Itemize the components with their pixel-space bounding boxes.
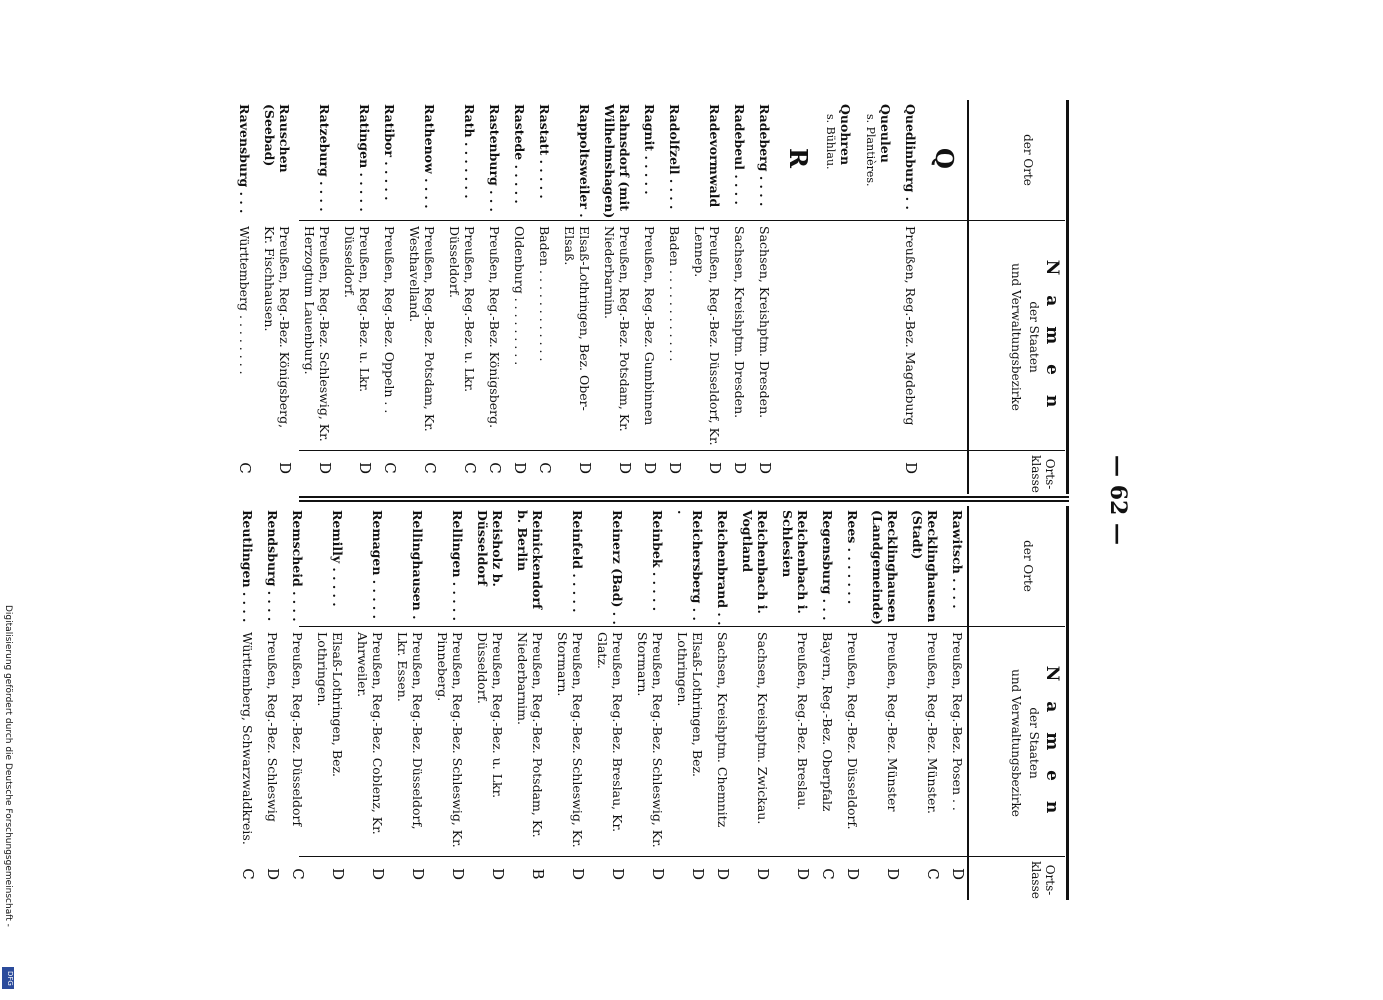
table-row xyxy=(870,506,900,900)
table-row xyxy=(732,100,747,494)
staat-cell: Elsaß-Lothringen, Bez. Lothringen. xyxy=(315,632,345,778)
ort-cell: Ravensburg . . . xyxy=(237,104,252,214)
staat-cell: Sachsen, Kreishptm. Zwickau. xyxy=(755,632,770,825)
klasse-cell: C xyxy=(486,462,504,474)
table-row xyxy=(265,506,280,900)
klasse-cell: C xyxy=(236,462,254,474)
klasse-cell: C xyxy=(461,462,479,474)
staat-cell: Preußen, Reg.-Bez. Königsberg, Kr. Fischhausen. xyxy=(262,226,292,429)
ort-cell: Reichersberg . . . xyxy=(675,510,705,621)
table-row xyxy=(555,506,585,900)
header-namen-sub2: und Verwaltungsbezirke xyxy=(1009,263,1023,411)
staat-cell: Württemberg . . . . . . . . xyxy=(237,226,252,375)
header-namen-sub1: der Staaten xyxy=(1027,301,1041,373)
right-table xyxy=(239,506,1069,900)
staat-cell: Sachsen, Kreishptm. Chemnitz xyxy=(715,632,730,828)
klasse-cell: B xyxy=(529,868,547,880)
klasse-cell: D xyxy=(576,461,594,475)
ort-cell: Rathenow . . . . xyxy=(422,104,437,209)
table-row xyxy=(845,506,860,900)
ort-cell: Radolfzell . . . . xyxy=(667,104,682,210)
table-row xyxy=(407,100,437,494)
ort-cell: Regensburg . . . xyxy=(820,510,835,621)
ort-name: Quohren xyxy=(838,104,853,166)
klasse-cell: D xyxy=(731,461,749,475)
klasse-cell: C xyxy=(239,868,257,880)
table-row xyxy=(382,100,397,494)
klasse-cell: C xyxy=(924,868,942,880)
staat-cell: Preußen, Reg.-Bez. Düsseldorf xyxy=(290,632,305,827)
section-letter-q: Q xyxy=(930,148,959,169)
staat-cell: Preußen, Reg.-Bez. Münster xyxy=(885,632,900,812)
klasse-cell: D xyxy=(616,461,634,475)
ort-cell: Rastenburg . . . xyxy=(487,104,502,212)
ort-cell: Rellinghausen . xyxy=(410,510,425,620)
table-row xyxy=(302,100,332,494)
ort-cell: Reichenbrand . . xyxy=(715,510,730,626)
digitization-note-text: Digitalisierung gefördert durch die Deutsche Forschungsgemeinschaft - xyxy=(3,605,13,927)
ort-cell: Reinerz (Bad) . . xyxy=(610,510,625,625)
staat-cell: Bayern, Reg.-Bez. Oberpfalz xyxy=(820,632,835,812)
klasse-cell: D xyxy=(449,867,467,881)
table-header xyxy=(967,506,1065,900)
ort-cell: Reinickendorf b. Berlin xyxy=(515,510,545,610)
header-orte: der Orte xyxy=(1021,540,1035,592)
header-namen-title: N a m e n xyxy=(1042,259,1062,415)
ort-cell: Rastede . . . . . xyxy=(512,104,527,204)
header-klasse: Orts-klasse xyxy=(1029,861,1057,899)
table-row xyxy=(262,100,292,494)
ort-cell: Ragnit . . . . . xyxy=(642,104,657,195)
klasse-cell: D xyxy=(264,867,282,881)
staat-cell: Preußen, Reg.-Bez. Coblenz, Kr. Ahrweiler. xyxy=(355,632,385,835)
klasse-cell: D xyxy=(706,461,724,475)
ort-cell: Ratingen . . . . . xyxy=(357,104,372,212)
left-table xyxy=(236,100,1069,494)
ort-cell: Rellingen . . . . . xyxy=(450,510,465,621)
klasse-cell: C xyxy=(421,462,439,474)
ort-cell: Remagen . . . . . xyxy=(370,510,385,619)
table-row xyxy=(447,100,477,494)
table-row xyxy=(487,100,502,494)
staat-cell xyxy=(863,220,893,446)
header-namen-sub2: und Verwaltungsbezirke xyxy=(1009,669,1023,817)
ort-cell: Rawitsch . . . . xyxy=(950,510,965,609)
klasse-cell: D xyxy=(609,867,627,881)
header-namen xyxy=(1007,224,1061,450)
header-klasse: Orts-klasse xyxy=(1029,455,1057,493)
staat-cell: Preußen, Reg.-Bez. Schleswig, Kr. Stormarn. xyxy=(635,632,665,848)
staat-cell: Baden . . . . . . . . . . . . xyxy=(667,226,682,362)
klasse-cell: D xyxy=(756,461,774,475)
ort-reference: s. Plantières. xyxy=(864,114,877,187)
staat-cell: Preußen, Reg.-Bez. Münster. xyxy=(925,632,940,815)
ort-cell: Ratibor . . . . . xyxy=(382,104,397,201)
staat-cell: Württemberg, Schwarzwaldkreis. xyxy=(240,632,255,845)
klasse-cell: D xyxy=(316,461,334,475)
klasse-cell: D xyxy=(949,867,967,881)
left-r-rows xyxy=(237,100,772,494)
table-row xyxy=(780,506,810,900)
ort-cell: Reinfeld . . . . . xyxy=(570,510,585,613)
ort-cell: Reisholz b. Düsseldorf xyxy=(475,510,505,587)
klasse-cell: D xyxy=(409,867,427,881)
right-body xyxy=(230,506,965,900)
staat-cell: Preußen, Reg.-Bez. Oppeln . . xyxy=(382,226,397,414)
ort-cell: Rappoltsweiler . xyxy=(577,104,592,218)
ort-cell: Reichenbach i. Schlesien xyxy=(780,510,810,614)
klasse-cell: D xyxy=(884,867,902,881)
table-row xyxy=(950,506,965,900)
table-row xyxy=(595,506,625,900)
top-rule xyxy=(1066,506,1069,900)
table-row xyxy=(315,506,345,900)
ort-cell: Radevormwald xyxy=(707,104,722,208)
klasse-cell: D xyxy=(794,867,812,881)
table-row xyxy=(355,506,385,900)
table-row xyxy=(715,506,730,900)
header-namen-sub1: der Staaten xyxy=(1027,707,1041,779)
section-letter-r: R xyxy=(784,148,813,168)
ort-cell: Rahnsdorf (mit Wilhelmshagen) xyxy=(602,104,632,219)
table-row xyxy=(635,506,665,900)
header-orte: der Orte xyxy=(1021,134,1035,186)
table-row xyxy=(667,100,682,494)
digitization-note xyxy=(2,606,14,990)
page-number: — 62 — xyxy=(1105,455,1131,545)
klasse-cell: C xyxy=(536,462,554,474)
staat-cell: Preußen, Reg.-Bez. Düsseldorf, Kr. Lennep. xyxy=(692,226,722,446)
table-row xyxy=(823,100,853,494)
staat-cell: Preußen, Reg.-Bez. Breslau. xyxy=(795,632,810,811)
ort-name: Queuleu xyxy=(878,104,893,163)
table-row xyxy=(910,506,940,900)
table-row xyxy=(562,100,592,494)
table-row xyxy=(692,100,722,494)
klasse-cell: D xyxy=(844,867,862,881)
klasse-cell: D xyxy=(369,867,387,881)
ort-cell: Recklinghausen (Stadt) xyxy=(910,510,940,623)
staat-cell: Preußen, Reg.-Bez. Königsberg. xyxy=(487,226,502,429)
klasse-cell: D xyxy=(754,867,772,881)
klasse-cell: D xyxy=(489,867,507,881)
klasse-cell xyxy=(823,446,853,490)
table-row xyxy=(237,100,252,494)
header-namen xyxy=(1007,630,1061,856)
ort-cell: Quedlinburg . . xyxy=(903,104,918,210)
table-row xyxy=(863,100,893,494)
staat-cell: Preußen, Reg.-Bez. Schleswig, Kr. Herzogtum Lauenburg. xyxy=(302,226,332,442)
staat-cell: Preußen, Reg.-Bez. u. Lkr. Düsseldorf. xyxy=(475,632,505,799)
staat-cell: Baden . . . . . . . . . . . . xyxy=(537,226,552,362)
ort-cell: Rendsburg . . . . xyxy=(265,510,280,622)
table-row xyxy=(290,506,305,900)
staat-cell: Preußen, Reg.-Bez. Potsdam, Kr. Westhavelland. xyxy=(407,226,437,432)
klasse-cell: D xyxy=(649,867,667,881)
right-rows xyxy=(240,506,965,900)
klasse-cell: D xyxy=(689,867,707,881)
table-row xyxy=(602,100,632,494)
klasse-cell: D xyxy=(902,461,920,475)
staat-cell: Sachsen, Kreishptm. Dresden. xyxy=(757,226,772,419)
table-row xyxy=(512,100,527,494)
klasse-cell: D xyxy=(569,867,587,881)
ort-cell: Reichenbach i. Vogtland xyxy=(740,510,770,614)
staat-cell: Preußen, Reg.-Bez. u. Lkr. Düsseldorf. xyxy=(342,226,372,393)
staat-cell: Preußen, Reg.-Bez. Potsdam, Kr. Niederbarnim. xyxy=(602,226,632,432)
column-divider xyxy=(299,496,1069,502)
table-row xyxy=(757,100,772,494)
klasse-cell: D xyxy=(329,867,347,881)
staat-cell: Preußen, Reg.-Bez. Magdeburg xyxy=(903,226,918,426)
ort-cell: Recklinghausen (Landgemeinde) xyxy=(870,510,900,625)
staat-cell: Preußen, Reg.-Bez. u. Lkr. Düsseldorf. xyxy=(447,226,477,393)
staat-cell: Preußen, Reg.-Bez. Breslau, Kr. Glatz. xyxy=(595,632,625,833)
table-row xyxy=(342,100,372,494)
ort-cell: Rastatt . . . . . xyxy=(537,104,552,199)
table-header xyxy=(967,100,1065,494)
table-row xyxy=(642,100,657,494)
ort-cell: Radeberg . . . . xyxy=(757,104,772,207)
staat-cell: Oldenburg . . . . . . . . . xyxy=(512,226,527,366)
table-row xyxy=(240,506,255,900)
staat-cell: Preußen, Reg.-Bez. Schleswig, Kr. Stormarn. xyxy=(555,632,585,848)
klasse-cell: D xyxy=(356,461,374,475)
table-row xyxy=(395,506,425,900)
table-row xyxy=(903,100,918,494)
klasse-cell: D xyxy=(641,461,659,475)
klasse-cell: D xyxy=(511,461,529,475)
ort-reference: s. Bühlau. xyxy=(824,114,837,170)
klasse-cell: C xyxy=(819,868,837,880)
staat-cell: Elsaß-Lothringen, Bez. Lothringen. xyxy=(675,632,705,778)
ort-cell: Remscheid . . . . xyxy=(290,510,305,622)
klasse-cell xyxy=(863,446,893,490)
klasse-cell: D xyxy=(714,867,732,881)
table-row xyxy=(475,506,505,900)
table-row xyxy=(740,506,770,900)
staat-cell: Preußen, Reg.-Bez. Düsseldorf. xyxy=(845,632,860,830)
staat-cell: Sachsen, Kreishptm. Dresden. xyxy=(732,226,747,419)
ort-cell: Rath . . . . . . . xyxy=(462,104,477,199)
ort-cell xyxy=(823,100,853,220)
ort-cell: Radebeul . . . . xyxy=(732,104,747,205)
table-row xyxy=(435,506,465,900)
staat-cell: Preußen, Reg.-Bez. Schleswig, Kr. Pinneberg. xyxy=(435,632,465,848)
klasse-cell: C xyxy=(289,868,307,880)
staat-cell: Preußen, Reg.-Bez. Düsseldorf, Lkr. Essen. xyxy=(395,632,425,830)
staat-cell xyxy=(823,220,853,446)
ort-cell: Reinbek . . . . . xyxy=(650,510,665,612)
table-row xyxy=(537,100,552,494)
left-body xyxy=(227,100,965,494)
ort-cell: Remilly . . . . . xyxy=(330,510,345,607)
staat-cell: Preußen, Reg.-Bez. Schleswig xyxy=(265,632,280,822)
ort-cell: Rauschen (Seebad) xyxy=(262,104,292,173)
klasse-cell: D xyxy=(666,461,684,475)
staat-cell: Preußen, Reg.-Bez. Posen . . xyxy=(950,632,965,811)
staat-cell: Preußen, Reg.-Bez. Gumbinnen xyxy=(642,226,657,426)
ort-cell: Rees . . . . . . . xyxy=(845,510,860,605)
ort-cell: Reutlingen . . . . xyxy=(240,510,255,623)
staat-cell: Elsaß-Lothringen, Bez. Ober-Elsaß. xyxy=(562,226,592,411)
header-namen-title: N a m e n xyxy=(1042,665,1062,821)
klasse-cell: D xyxy=(276,461,294,475)
table-row xyxy=(675,506,705,900)
staat-cell: Preußen, Reg.-Bez. Potsdam, Kr. Niederbarnim. xyxy=(515,632,545,838)
table-row xyxy=(820,506,835,900)
table-row xyxy=(515,506,545,900)
rotated-document-page xyxy=(231,100,1151,900)
dfg-logo: DFG xyxy=(2,967,14,989)
ort-cell xyxy=(863,100,893,220)
klasse-cell: C xyxy=(381,462,399,474)
ort-cell: Ratzeburg . . . . xyxy=(317,104,332,212)
top-rule xyxy=(1066,100,1069,494)
